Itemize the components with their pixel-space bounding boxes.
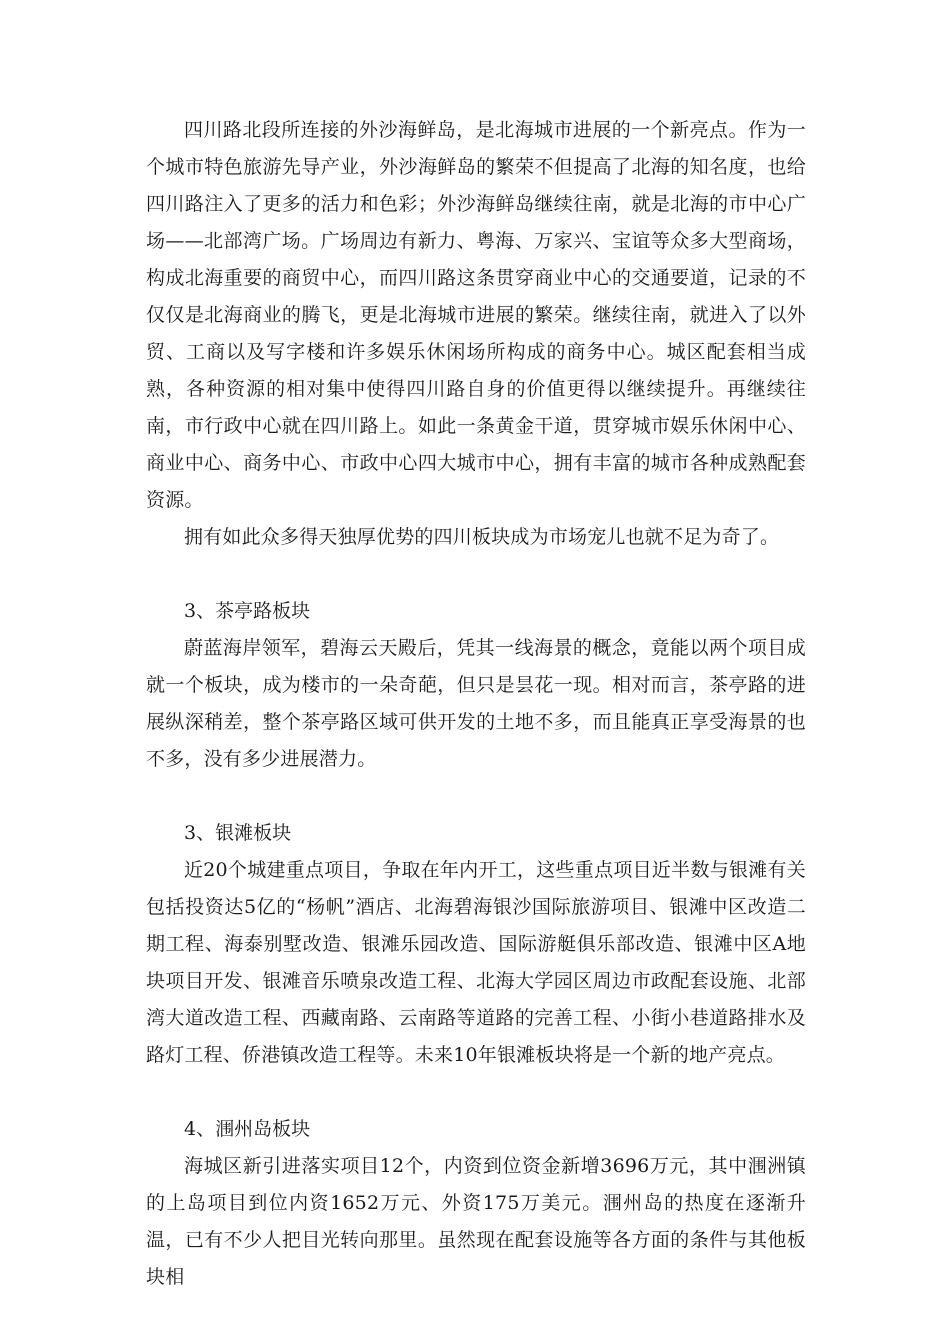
document-page — [146, 112, 806, 1296]
paragraph-chating-road: 蔚蓝海岸领军，碧海云天殿后，凭其一线海景的概念，竟能以两个项目成就一个板块，成为楼市的一朵奇葩，但只是昙花一现。相对而言，茶亭路的进展纵深稍差，整个茶亭路区域可供开发的土地不多，而且能真正享受海景的也不多，没有多少进展潜力。 — [146, 637, 806, 770]
paragraph-yintan: 近20个城建重点项目，争取在年内开工，这些重点项目近半数与银滩有关包括投资达5亿的“杨帆”酒店、北海碧海银沙国际旅游项目、银滩中区改造二期工程、海泰别墅改造、银滩乐园改造、国际游艇俱乐部改造、银滩中区A地块项目开发、银滩音乐喷泉改造工程、北海大学园区周边市政配套设施、北部湾大道改造工程、西藏南路、云南路等道路的完善工程、小街小巷道路排水及路灯工程、侨港镇改造工程等。未来10年银滩板块将是一个新的地产亮点。 — [146, 859, 806, 1066]
section-gap — [146, 556, 806, 593]
heading-weizhou-island: 4、涠州岛板块 — [184, 1118, 311, 1140]
heading-chating-road: 3、茶亭路板块 — [184, 600, 311, 622]
section-gap — [146, 1074, 806, 1111]
heading-yintan: 3、银滩板块 — [184, 822, 292, 844]
paragraph-weizhou-island: 海城区新引进落实项目12个，内资到位资金新增3696万元，其中涠洲镇的上岛项目到位内资1652万元、外资175万美元。涠州岛的热度在逐渐升温，已有不少人把目光转向那里。虽然现在配套设施等各方面的条件与其他板块相 — [146, 1155, 806, 1288]
paragraph-sichuan-summary: 拥有如此众多得天独厚优势的四川板块成为市场宠儿也就不足为奇了。 — [184, 526, 780, 548]
paragraph-sichuan-road: 四川路北段所连接的外沙海鲜岛，是北海城市进展的一个新亮点。作为一个城市特色旅游先导产业，外沙海鲜岛的繁荣不但提高了北海的知名度，也给四川路注入了更多的活力和色彩；外沙海鲜岛继续往南，就是北海的市中心广场——北部湾广场。广场周边有新力、粤海、万家兴、宝谊等众多大型商场，构成北海重要的商贸中心，而四川路这条贯穿商业中心的交通要道，记录的不仅仅是北海商业的腾飞，更是北海城市进展的繁荣。继续往南，就进入了以外贸、工商以及写字楼和许多娱乐休闲场所构成的商务中心。城区配套相当成熟，各种资源的相对集中使得四川路自身的价值更得以继续提升。再继续往南，市行政中心就在四川路上。如此一条黄金干道，贯穿城市娱乐休闲中心、商业中心、商务中心、市政中心四大城市中心，拥有丰富的城市各种成熟配套资源。 — [146, 119, 806, 511]
section-gap — [146, 778, 806, 815]
